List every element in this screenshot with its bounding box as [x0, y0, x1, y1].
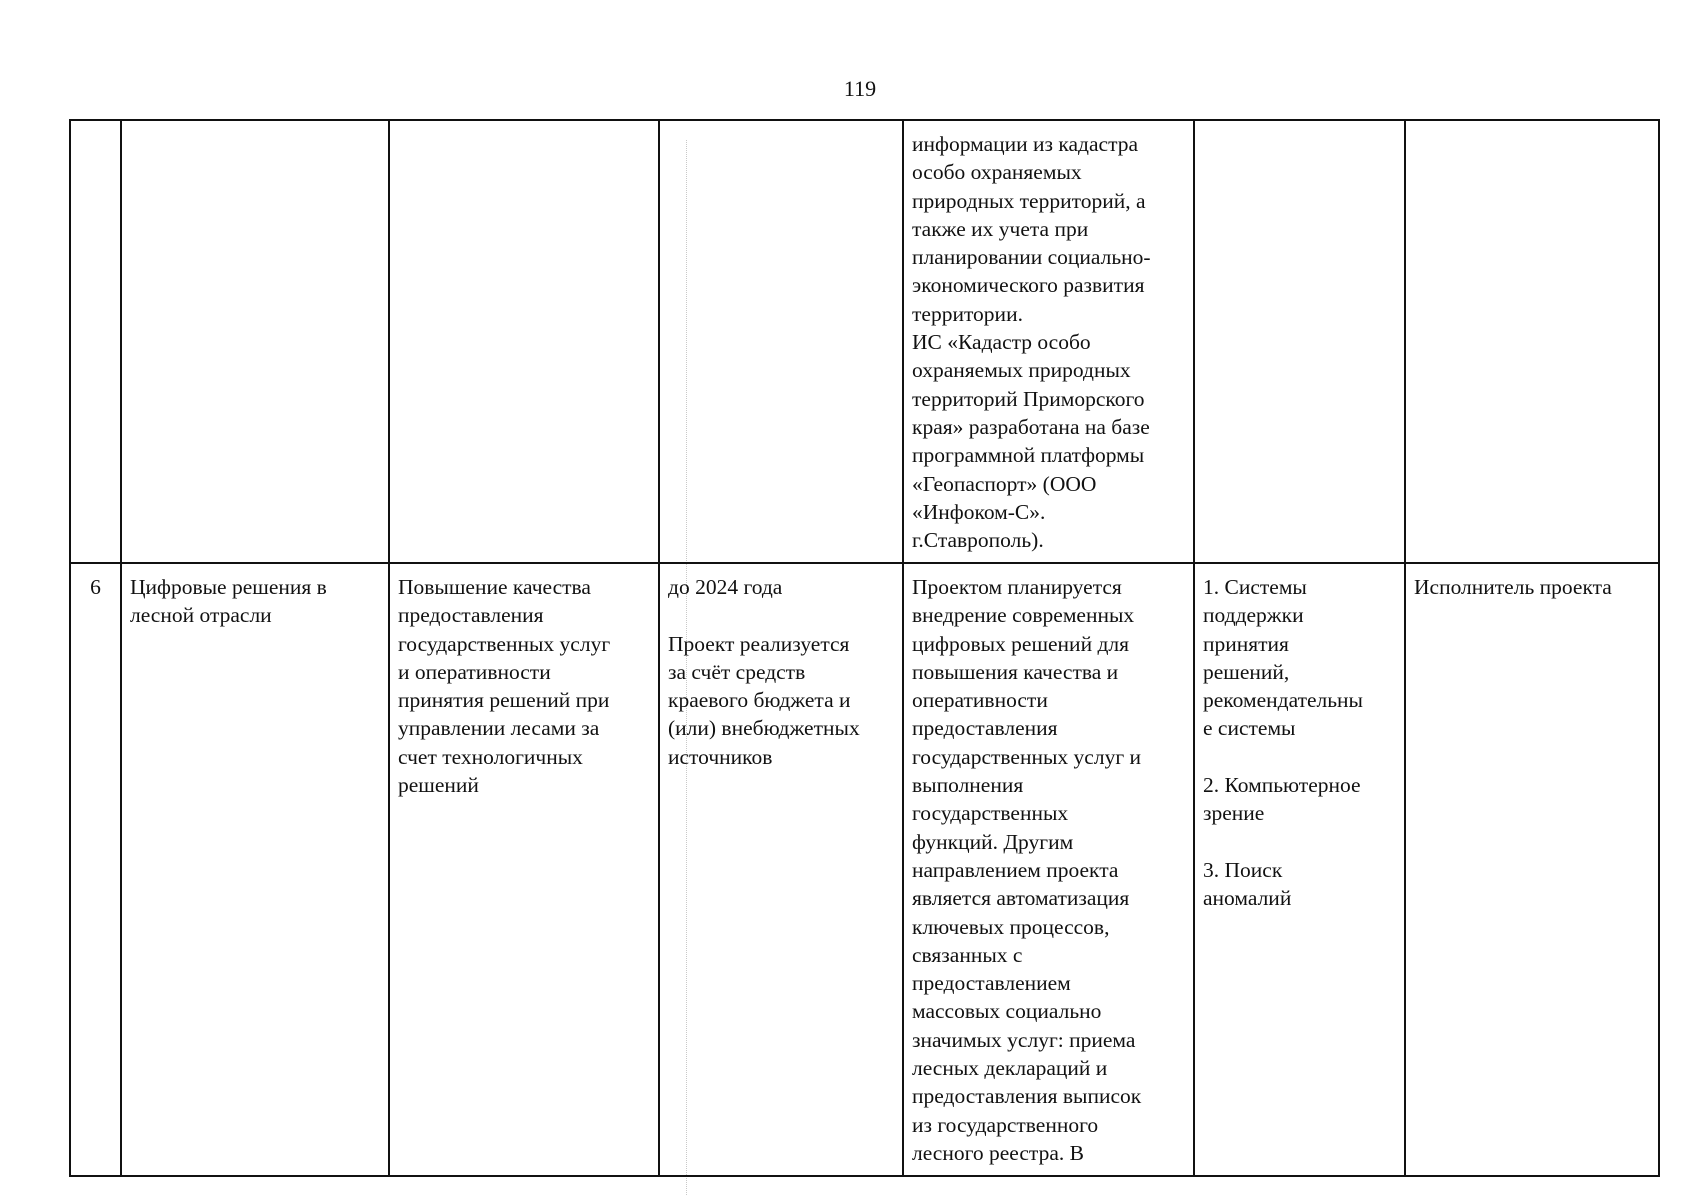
cell-description: Проектом планируется внедрение современных цифровых решений для повышения качества и оперативности предоставления государственных услуг и выполнения государственных функций. Другим направлением проекта является автоматизация ключевых процессов, связанных с предоставлением массовых социально значимых услуг: приема лесных деклараций и предоставления выписок из государственного лесного реестра. В: [903, 563, 1194, 1176]
cell-number: 6: [70, 563, 121, 1176]
cell-technologies: [1194, 120, 1405, 563]
cell-project-name: Цифровые решения в лесной отрасли: [121, 563, 389, 1176]
cell-executor: Исполнитель проекта: [1405, 563, 1659, 1176]
cell-term-funding: до 2024 года Проект реализуется за счёт средств краевого бюджета и (или) внебюджетных источников: [659, 563, 903, 1176]
cell-executor: [1405, 120, 1659, 563]
table-row: [70, 563, 1659, 1176]
cell-project-goal: [389, 120, 659, 563]
cell-project-name: [121, 120, 389, 563]
cell-project-goal: Повышение качества предоставления государственных услуг и оперативности принятия решений при управлении лесами за счет технологичных решений: [389, 563, 659, 1176]
page-number: 119: [843, 76, 877, 101]
cell-term-funding: [659, 120, 903, 563]
cell-technologies: 1. Системы поддержки принятия решений, рекомендательны е системы 2. Компьютерное зрение 3. Поиск аномалий: [1194, 563, 1405, 1176]
table-row: [70, 120, 1659, 563]
cell-number: [70, 120, 121, 563]
projects-table: [69, 119, 1660, 1177]
cell-description: информации из кадастра особо охраняемых природных территорий, а также их учета при планировании социально- экономического развития территории. ИС «Кадастр особо охраняемых природных территорий Приморского края» разработана на базе программной платформы «Геопаспорт» (ООО «Инфоком-С». г.Ставрополь).: [903, 120, 1194, 563]
